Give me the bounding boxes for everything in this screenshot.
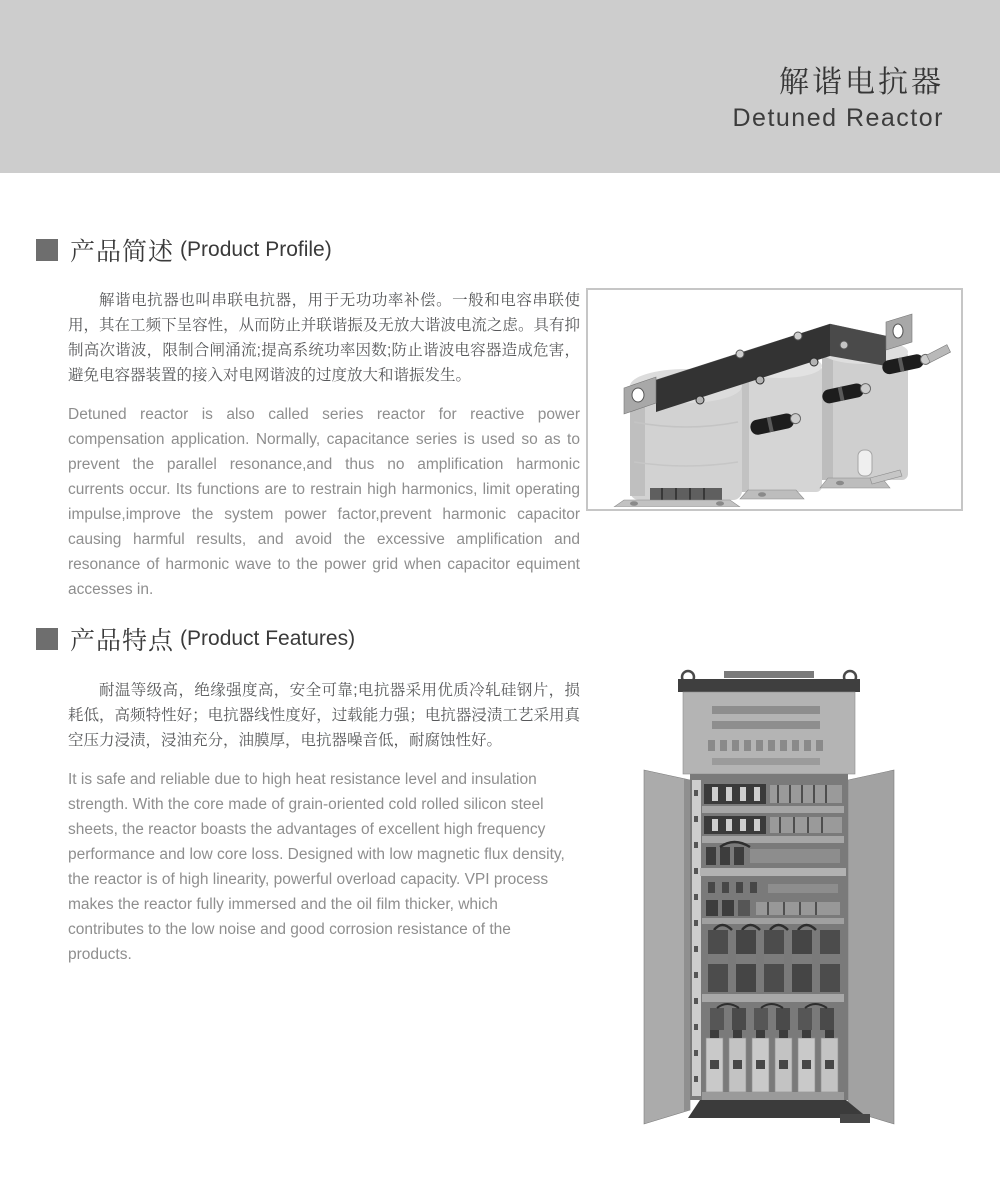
cabinet-base-plinth [688,1100,870,1123]
section-heading-product-profile [36,232,332,268]
profile-paragraph-en: Detuned reactor is also called series reactor for reactive power compensation application. Normally, capacitance series is used so as to prevent the parallel resonance,and thus no amplification harmonic currents occur. Its functions are to restrain high harmonics, limit operating impulse,improve the system power factor,prevent harmonic capacitor causing harmful results, and avoid the excessive amplification and resonance of harmonic wave to the power grid when capacitor equiment accesses in. [68,406,580,598]
features-text-column [68,678,580,967]
page-title-en: Detuned Reactor [732,104,944,132]
reactor-product-image [586,288,963,511]
reactor-illustration [590,292,959,507]
profile-text-column [68,288,580,602]
section-heading-product-features [36,621,355,657]
header-band [0,0,1000,173]
page-title-zh: 解谐电抗器 [779,66,944,99]
cabinet-illustration [628,664,962,1126]
cabinet-product-image [628,664,962,1126]
cabinet-door-left [644,770,690,1124]
cabinet-contactor-row [708,925,840,992]
reactor-core-block [650,488,722,500]
square-bullet-icon [36,628,58,650]
section-heading-zh: 产品简述 [70,238,175,266]
profile-paragraph-zh: 解谐电抗器也叫串联电抗器，用于无功功率补偿。一般和电容串联使用，其在工频下呈容性，从而防止并联谐振及无放大谐波电流之虑。具有抑制高次谐波，限制合闸涌流;提高系统功率因数;防止谐波电容器造成危害，避免电容器装置的接入对电网谐波的过度放大和谐振发生。 [68,292,580,384]
cabinet-door-right [848,770,894,1124]
section-heading-zh: 产品特点 [70,627,175,655]
cabinet-busbar-row-1 [704,784,842,804]
section-heading-en: (Product Features) [180,627,356,650]
cabinet-top-vent-box [678,679,860,774]
cabinet-busbar-row-2 [704,816,842,834]
cabinet-medium-row [706,900,840,916]
square-bullet-icon [36,239,58,261]
section-heading-en: (Product Profile) [180,238,332,261]
page-title-block [732,66,944,133]
features-paragraph-zh: 耐温等级高，绝缘强度高，安全可靠;电抗器采用优质冷轧硅钢片，损耗低，高频特性好；电抗器线性度好，过载能力强；电抗器浸渍工艺采用真空压力浸渍，浸油充分，油膜厚，电抗器噪音低，耐腐蚀性好。 [68,682,580,749]
cabinet-hinge-strip [692,780,701,1096]
reactor-bracket-right [886,314,912,350]
features-paragraph-en: It is safe and reliable due to high heat resistance level and insulation strength. With the core made of grain-oriented cold rolled silicon steel sheets, the reactor boasts the advantages of excellent high frequency performance and low core loss. Designed with low magnetic flux density, the reactor is of high linearity, powerful overload capacity. VPI process makes the reactor fully immersed and the oil film thicker, which contributes to the low noise and good corrosion resistance of the products. [68,771,565,963]
